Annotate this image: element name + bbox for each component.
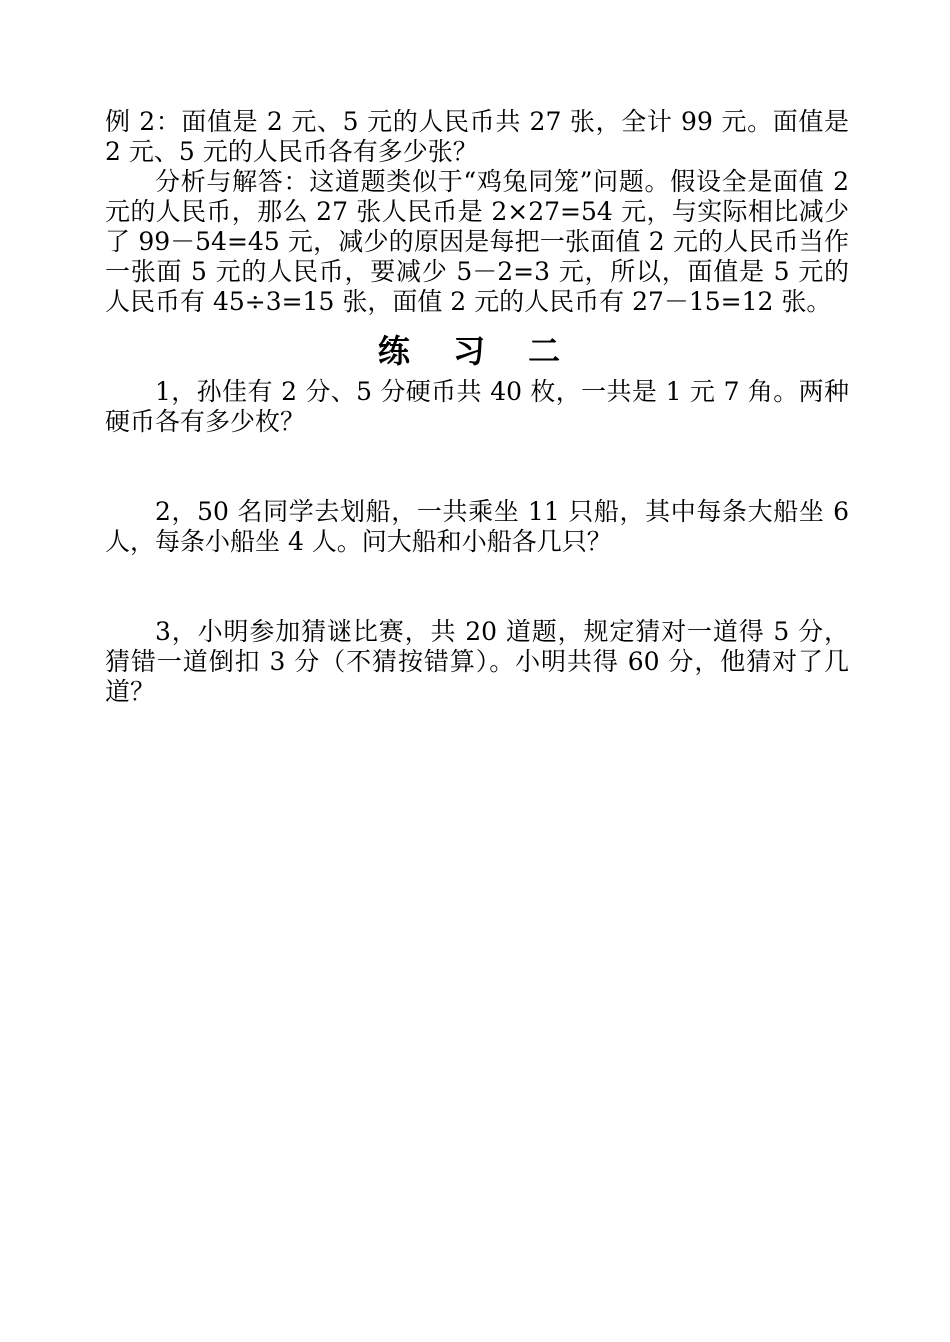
document-page [105, 107, 849, 767]
exercise-2: 2，50 名同学去划船，一共乘坐 11 只船，其中每条大船坐 6 人，每条小船坐 4 人。问大船和小船各几只？ [105, 497, 849, 556]
exercise-3: 3，小明参加猜谜比赛，共 20 道题，规定猜对一道得 5 分，猜错一道倒扣 3 分（不猜按错算）。小明共得 60 分，他猜对了几道？ [105, 617, 849, 706]
section-title: 练 习 二 [377, 332, 577, 370]
example-question: 例 2：面值是 2 元、5 元的人民币共 27 张，全计 99 元。面值是 2 元、5 元的人民币各有多少张？ [105, 107, 849, 166]
example-analysis: 分析与解答：这道题类似于“鸡兔同笼”问题。假设全是面值 2 元的人民币，那么 27 张人民币是 2×27=54 元，与实际相比减少了 99－54=45 元，减少的原因是每把一张面值 2 元的人民币当作一张面 5 元的人民币，要减少 5－2=3 元，所以，面值是 5 元的人民币有 45÷3=15 张，面值 2 元的人民币有 27－15=12 张。 [105, 167, 849, 316]
exercise-1: 1，孙佳有 2 分、5 分硬币共 40 枚，一共是 1 元 7 角。两种硬币各有多少枚？ [105, 377, 849, 436]
